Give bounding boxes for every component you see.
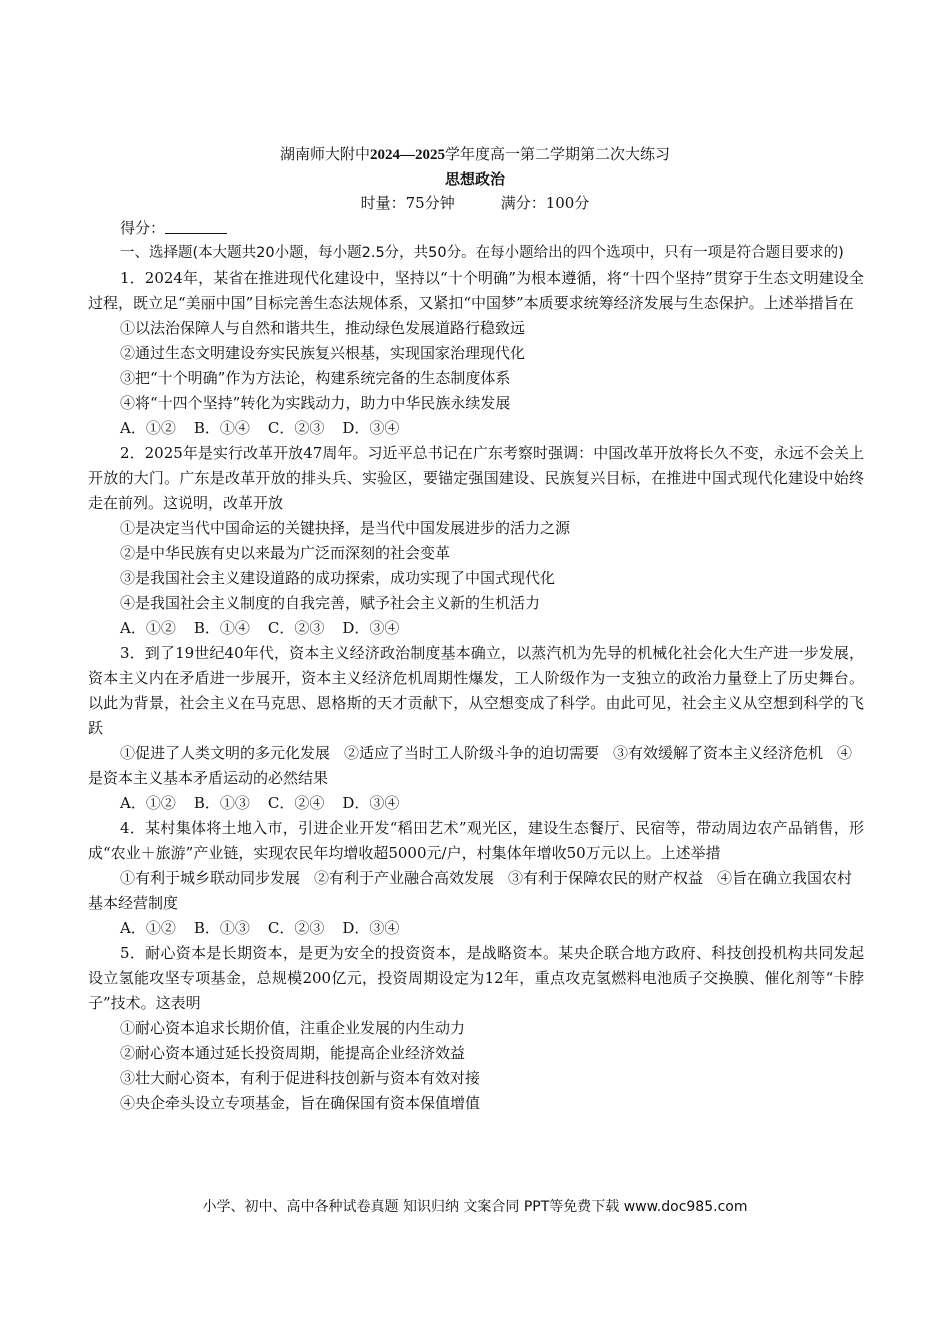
score-label: 得分： bbox=[120, 219, 166, 237]
question-2-option: ③是我国社会主义建设道路的成功探索，成功实现了中国式现代化 bbox=[120, 569, 556, 587]
answer-choice: C．②③ bbox=[267, 419, 325, 437]
question-1-option: ①以法治保障人与自然和谐共生，推动绿色发展道路行稳致远 bbox=[120, 319, 526, 337]
exam-header bbox=[0, 142, 950, 215]
answer-choice: D．③④ bbox=[342, 919, 400, 937]
question-2-option: ②是中华民族有史以来最为广泛而深刻的社会变革 bbox=[120, 544, 451, 562]
question-2-stem: 2．2025年是实行改革开放47周年。习近平总书记在广东考察时强调：中国改革开放将长久不变，永远不会关上开放的大门。广东是改革开放的排头兵、实验区，要锚定强国建设、民族复兴目标，在推进中国式现代化建设中始终走在前列。这说明，改革开放 bbox=[88, 444, 864, 512]
title-years: 2024—2025 bbox=[370, 147, 445, 163]
question-4-answers bbox=[88, 916, 864, 941]
answer-choice: C．②③ bbox=[267, 619, 325, 637]
exam-meta bbox=[0, 191, 950, 215]
question-2-option: ①是决定当代中国命运的关键抉择，是当代中国发展进步的活力之源 bbox=[120, 519, 571, 537]
question-1-option: ②通过生态文明建设夯实民族复兴根基，实现国家治理现代化 bbox=[120, 344, 526, 362]
question-3-option: ①促进了人类文明的多元化发展 bbox=[120, 744, 331, 762]
question-2-option: ④是我国社会主义制度的自我完善，赋予社会主义新的生机活力 bbox=[120, 594, 541, 612]
question-5-option: ④央企牵头设立专项基金，旨在确保国有资本保值增值 bbox=[120, 1094, 481, 1112]
question-3-stem: 3．到了19世纪40年代，资本主义经济政治制度基本确立，以蒸汽机为先导的机械化社会化大生产进一步发展，资本主义内在矛盾进一步展开，资本主义经济危机周期性爆发，工人阶级作为一支独立的政治力量登上了历史舞台。以此为背景，社会主义在马克思、恩格斯的天才贡献下，从空想变成了科学。由此可见，社会主义从空想到科学的飞跃 bbox=[88, 644, 864, 737]
page-footer: 小学、初中、高中各种试卷真题 知识归纳 文案合同 PPT等免费下载 www.doc985.com bbox=[202, 1199, 748, 1215]
section-title: 一、选择题(本大题共20小题，每小题2.5分，共50分。在每小题给出的四个选项中，只有一项是符合题目要求的) bbox=[120, 245, 844, 261]
question-3-option: ④是资本主义基本矛盾运动的必然结果 bbox=[88, 744, 853, 787]
answer-choice: C．②③ bbox=[267, 919, 325, 937]
question-3-option: ③有效缓解了资本主义经济危机 bbox=[613, 744, 824, 762]
answer-choice: D．③④ bbox=[342, 794, 400, 812]
question-4-option: ②有利于产业融合高效发展 bbox=[314, 869, 495, 887]
answer-choice: B．①③ bbox=[193, 794, 250, 812]
question-3-options bbox=[88, 741, 864, 791]
score-line bbox=[88, 216, 864, 241]
title-term: 学年度高一第二学期第二次大练习 bbox=[445, 145, 671, 163]
question-5-option: ①耐心资本追求长期价值，注重企业发展的内生动力 bbox=[120, 1019, 466, 1037]
exam-subject: 思想政治 bbox=[444, 170, 505, 188]
question-5-option: ③壮大耐心资本，有利于促进科技创新与资本有效对接 bbox=[120, 1069, 481, 1087]
score-blank[interactable] bbox=[165, 218, 227, 234]
question-1-answers bbox=[88, 416, 864, 441]
answer-choice: A．①② bbox=[120, 794, 176, 812]
exam-body bbox=[88, 216, 864, 1116]
answer-choice: B．①③ bbox=[193, 919, 250, 937]
question-3-answers bbox=[88, 791, 864, 816]
answer-choice: A．①② bbox=[120, 919, 176, 937]
question-3-option: ②适应了当时工人阶级斗争的迫切需要 bbox=[344, 744, 600, 762]
question-4-option: ③有利于保障农民的财产权益 bbox=[508, 869, 704, 887]
answer-choice: A．①② bbox=[120, 619, 176, 637]
question-1-stem: 1．2024年，某省在推进现代化建设中，坚持以“十个明确”为根本遵循，将“十四个坚持”贯穿于生态文明建设全过程，既立足“美丽中国”目标完善生态法规体系，又紧扣“中国梦”本质要求统筹经济发展与生态保护。上述举措旨在 bbox=[88, 269, 864, 312]
answer-choice: D．③④ bbox=[342, 419, 400, 437]
answer-choice: B．①④ bbox=[193, 419, 250, 437]
question-4-options bbox=[88, 866, 864, 916]
exam-title bbox=[0, 142, 950, 167]
title-school: 湖南师大附中 bbox=[279, 145, 370, 163]
answer-choice: C．②④ bbox=[267, 794, 325, 812]
answer-choice: D．③④ bbox=[342, 619, 400, 637]
exam-time: 时量：75分钟 bbox=[360, 194, 455, 212]
question-5-option: ②耐心资本通过延长投资周期，能提高企业经济效益 bbox=[120, 1044, 466, 1062]
question-5-stem: 5．耐心资本是长期资本，是更为安全的投资资本，是战略资本。某央企联合地方政府、科技创投机构共同发起设立氢能攻坚专项基金，总规模200亿元，投资周期设定为12年，重点攻克氢燃料电池质子交换膜、催化剂等“卡脖子”技术。这表明 bbox=[88, 944, 864, 1012]
question-4-stem: 4．某村集体将土地入市，引进企业开发“稻田艺术”观光区，建设生态餐厅、民宿等，带动周边农产品销售，形成“农业＋旅游”产业链，实现农民年均增收超5000元/户，村集体年增收50万元以上。上述举措 bbox=[88, 819, 864, 862]
answer-choice: B．①④ bbox=[193, 619, 250, 637]
question-4-option: ①有利于城乡联动同步发展 bbox=[120, 869, 301, 887]
question-4-option: ④旨在确立我国农村基本经营制度 bbox=[88, 869, 853, 912]
question-1-option: ③把“十个明确”作为方法论，构建系统完备的生态制度体系 bbox=[120, 369, 511, 387]
question-2-answers bbox=[88, 616, 864, 641]
answer-choice: A．①② bbox=[120, 419, 176, 437]
exam-total-score: 满分：100分 bbox=[500, 194, 590, 212]
question-1-option: ④将“十四个坚持”转化为实践动力，助力中华民族永续发展 bbox=[120, 394, 511, 412]
